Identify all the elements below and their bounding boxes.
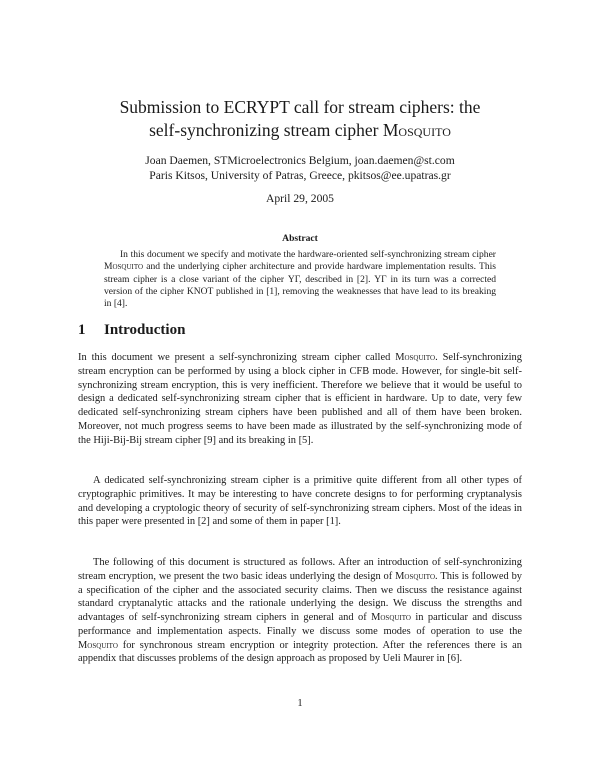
paragraph-cipher-name: Mosquito <box>371 612 411 623</box>
paragraph-segment: . Self-synchronizing stream encryption can be performed by using a block cipher in CFB mode. However, for single-bit self-synchronizing stream encryption, this is very inefficient. Therefore we believe that it would be useful to design a dedicated self-synchronizing stream cipher that is efficient in hardware. Up to date, very few dedicated self-synchronizing stream ciphers have been published and all of them have been broken. Moreover, not much progress seems to have been made as illustrated by the self-synchronizing mode of the Hiji-Bij-Bij stream cipher [9] and its breaking in [5]. <box>78 352 522 446</box>
abstract-text <box>104 249 496 310</box>
cipher-name: Mosquito <box>382 120 451 140</box>
paragraph-2 <box>78 474 522 529</box>
paragraph-cipher-name: Mosquito <box>395 570 436 582</box>
paragraph-segment: . This is followed by a specification of the cipher and the associated security claims. Then we discuss the resistance against standard cryptanalytic attacks and the rationale underlying the design. We discuss the strengths and advantages of self-synchronizing stream ciphers in general and of <box>78 570 523 623</box>
paragraph-1 <box>78 351 522 447</box>
paper-date: April 29, 2005 <box>266 192 334 205</box>
author-1: Joan Daemen, STMicroelectronics Belgium, joan.daemen@st.com <box>145 154 455 167</box>
paragraph-3 <box>78 556 522 666</box>
page-number: 1 <box>297 698 303 709</box>
abstract-cipher-name: Mosquito <box>104 261 144 273</box>
paragraph-cipher-name: Mosquito <box>78 639 118 651</box>
paragraph-cipher-name: Mosquito <box>395 352 436 363</box>
title-line-1: Submission to ECRYPT call for stream ciphers: the <box>119 97 481 117</box>
paragraph-segment: In this document we present a self-synchronizing stream cipher called <box>78 352 396 363</box>
paragraph-segment: The following of this document is structured as follows. After an introduction of self-synchronizing stream encryption, we present the two basic ideas underlying the design of <box>78 557 522 582</box>
section-heading <box>78 322 185 339</box>
author-2: Paris Kitsos, University of Patras, Greece, pkitsos@ee.upatras.gr <box>149 169 451 182</box>
abstract-heading: Abstract <box>282 233 318 244</box>
section-number: 1 <box>78 322 86 338</box>
section-title: Introduction <box>104 322 186 338</box>
paper-title <box>60 96 540 142</box>
abstract-segment: In this document we specify and motivate the hardware-oriented self-synchronizing stream cipher <box>120 249 496 260</box>
paragraph-segment: in particular and discuss performance and implementation aspects. Finally we discuss some modes of operation to use the <box>78 612 522 637</box>
title-line-2-prefix: self-synchronizing stream cipher <box>149 120 383 140</box>
abstract-segment: and the underlying cipher architecture and provide hardware implementation results. This stream cipher is a close variant of the cipher ΥΓ, described in [2]. ΥΓ in its turn was a corrected version of the cipher KNOT published in [1], removing the weaknesses that have lead to its breaking in [4]. <box>104 261 496 310</box>
paragraph-segment: for synchronous stream encryption or integrity protection. After the references there is an appendix that discusses problems of the design approach as proposed by Ueli Maurer in [6]. <box>78 639 522 665</box>
title-line-2 <box>60 119 540 142</box>
paragraph-segment: A dedicated self-synchronizing stream cipher is a primitive quite different from all other types of cryptographic primitives. It may be interesting to have concrete designs to for performing cryptanalysis and developing a cryptologic theory of security of self-synchronizing stream ciphers. Most of the ideas in this paper were presented in [2] and some of them in paper [1]. <box>78 475 522 528</box>
